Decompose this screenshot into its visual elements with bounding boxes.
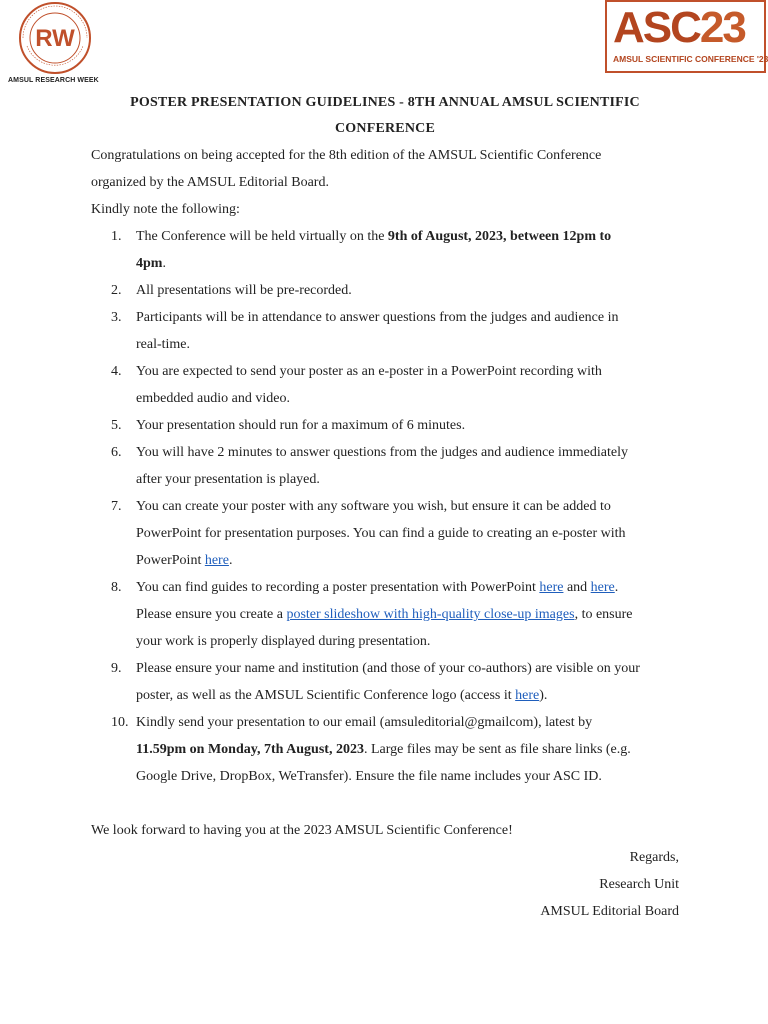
rw-initials: RW: [35, 25, 75, 52]
list-item: 10. Kindly send your presentation to our email (amsuleditorial@gmailcom), latest by 11.59pm on Monday, 7th August, 2023. Large files may be sent as file share links (e.g. Google Drive, DropBox, WeTransfer). Ensure the file name includes your ASC ID.: [111, 715, 631, 784]
list-item: 4. You are expected to send your poster as an e-poster in a PowerPoint recording with embedded audio and video.: [111, 364, 602, 406]
asc23-subtitle: AMSUL SCIENTIFIC CONFERENCE '23: [613, 54, 768, 64]
signoff-board: AMSUL Editorial Board: [540, 904, 679, 919]
intro-line: Kindly note the following:: [91, 202, 240, 217]
list-item: 2. All presentations will be pre-recorded.: [111, 283, 352, 298]
guidelines-list: [91, 223, 679, 790]
recording-guide-link-2[interactable]: here: [590, 580, 615, 595]
list-item: 3. Participants will be in attendance to answer questions from the judges and audience in real-time.: [111, 310, 619, 352]
conference-logo-link[interactable]: here: [515, 688, 540, 703]
list-item: 1. The Conference will be held virtually on the 9th of August, 2023, between 12pm to 4pm.: [111, 229, 612, 271]
poster-slideshow-link[interactable]: poster slideshow with high-quality close-up images: [286, 607, 575, 622]
list-item: 9. Please ensure your name and institution (and those of your co-authors) are visible on your poster, as well as the AMSUL Scientific Conference logo (access it here).: [111, 661, 640, 703]
e-poster-guide-link[interactable]: here: [204, 553, 229, 568]
recording-guide-link-1[interactable]: here: [539, 580, 564, 595]
signoff-regards: Regards,: [629, 850, 679, 865]
closing-line: We look forward to having you at the 2023 AMSUL Scientific Conference!: [91, 823, 513, 838]
signoff-unit: Research Unit: [599, 877, 679, 892]
list-item: 7. You can create your poster with any software you wish, but ensure it can be added to PowerPoint for presentation purposes. You can find a guide to creating an e-poster with PowerPoint here.: [111, 499, 626, 568]
document-body: [91, 90, 679, 925]
amsul-research-week-logo: [10, 0, 100, 90]
document-title: POSTER PRESENTATION GUIDELINES - 8TH ANNUAL AMSUL SCIENTIFIC CONFERENCE: [130, 95, 640, 136]
list-item: 5. Your presentation should run for a maximum of 6 minutes.: [111, 418, 466, 433]
asc23-wordmark: ASC23: [613, 3, 745, 52]
asc23-logo: [605, 0, 766, 73]
intro-line: organized by the AMSUL Editorial Board.: [91, 175, 329, 190]
logo-caption: AMSUL RESEARCH WEEK: [8, 77, 99, 84]
rw-emblem: [17, 0, 93, 76]
list-item: 6. You will have 2 minutes to answer questions from the judges and audience immediately after your presentation is played.: [111, 445, 628, 487]
intro-line: Congratulations on being accepted for the 8th edition of the AMSUL Scientific Conference: [91, 148, 602, 163]
list-item: 8. You can find guides to recording a poster presentation with PowerPoint here and here. Please ensure you create a poster slideshow with high-quality close-up images, to ensure your work is properly displayed during presentation.: [111, 580, 633, 649]
